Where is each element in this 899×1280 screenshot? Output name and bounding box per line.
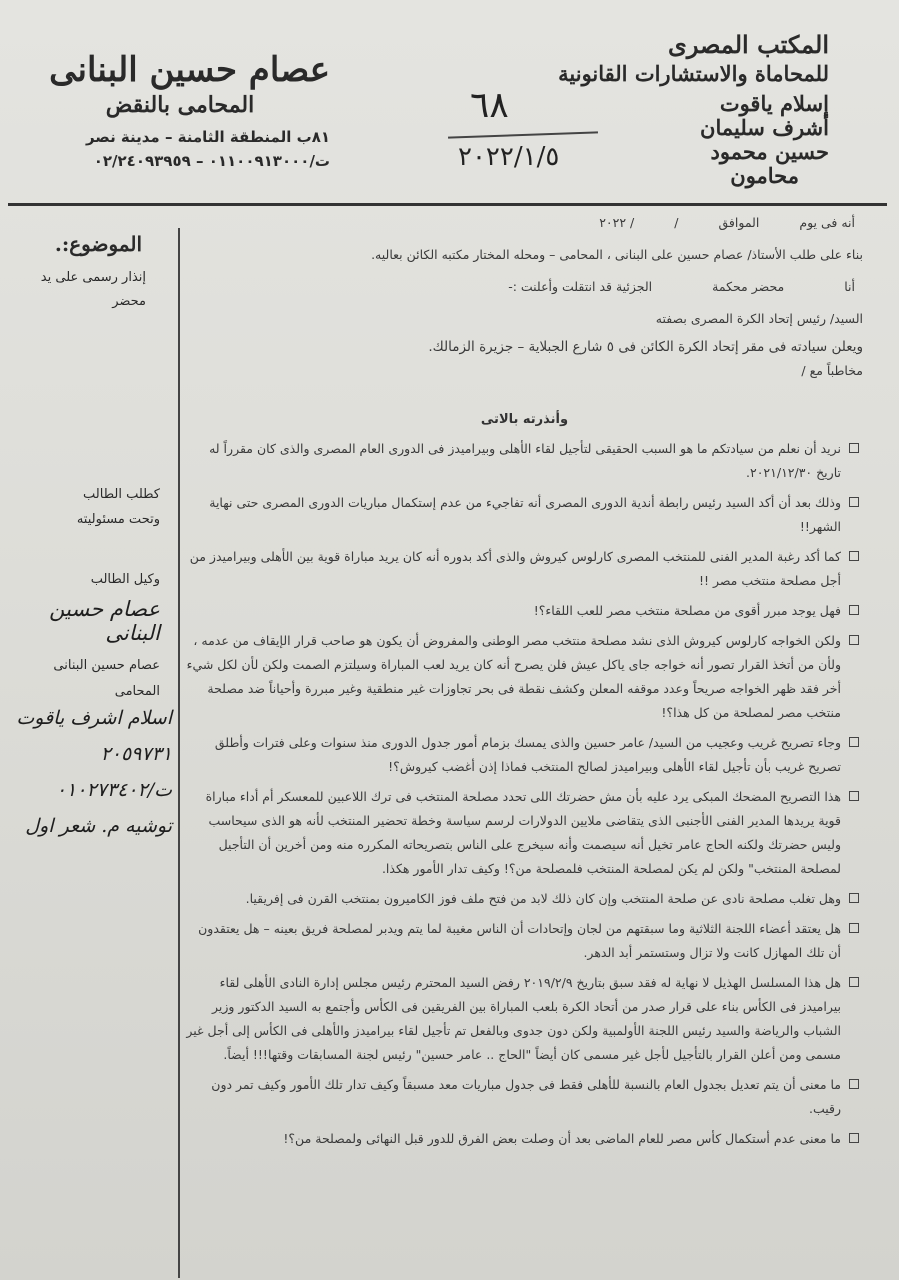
date-year: / ٢٠٢٢ [599,215,635,230]
recipient-address: ويعلن سيادته فى مقر إتحاد الكرة الكائن فى ٥ شارع الجبلاية – جزيرة الزمالك. [428,339,863,355]
paragraph-text: ما معنى أن يتم تعديل بجدول العام بالنسبة للأهلى فقط فى جدول مباريات معد مسبقاً وكيف تدار تلك الأمور وكيف تمر دون رقيب. [211,1077,841,1116]
bullet-box [849,923,859,933]
office-subtitle: للمحاماة والاستشارات القانونية [558,61,829,86]
notice-paragraph [186,599,863,623]
bullet-box [849,443,859,453]
addressed-to: مخاطباً مع / [801,363,863,378]
registration-date: ٢٠٢٢/١/٥ [458,142,560,172]
attorney-title: المحامى بالنقض [105,92,255,118]
applicant-note [20,482,160,532]
notice-paragraph [186,887,863,911]
handwritten-line: اسلام اشرف ياقوت [16,707,172,729]
subject-column [10,232,170,314]
paragraph-text: كما أكد رغبة المدير الفنى للمنتخب المصرى كارلوس كيروش والذى أكد بدوره أنه كان يريد مباراة قوية بين الأهلى وبيراميدز من أجل مصلحة منتخب مصر !! [189,549,841,588]
attorney-phones: ت/٠١١٠٠٩١٣٠٠٠ – ٠٢/٢٤٠٩٣٩٥٩ [93,152,330,170]
bullet-box [849,1079,859,1089]
paragraph-text: فهل يوجد مبرر أقوى من مصلحة منتخب مصر للعب اللقاء؟! [533,603,841,618]
notice-heading: وأنذرته بالاتى [480,412,569,427]
notice-paragraph [186,437,863,485]
date-sep: / [674,215,679,230]
agent-block [20,567,160,705]
attorney-name: عصام حسين البنانى [49,50,330,90]
paragraph-text: نريد أن نعلم من سيادتكم ما هو السبب الحقيقى لتأجيل لقاء الأهلى وبيراميدز فى الدورى العام المصرى والذى كان مقرراً له تاريخ ٢٠٢١/١٢/٣٠. [209,441,841,480]
agent-title: المحامى [114,684,160,699]
notice-paragraph [186,971,863,1067]
paragraph-text: ولكن الخواجه كارلوس كيروش الذى نشد مصلحة منتخب مصر الوطنى والمفروض أن يكون هو صاحب قرار الإيقاف من عدمه ، ولأن من أتخذ القرار تصور أنه خواجه جاى ياكل عيش فلن يصرح أنه كان يريد لعب المباراة وسيلتزم الصمت ولكن لأن لكل شيء أخر فقد ظهر الخواجه صريحاً وعدد موقفه المعلن وكشف نقطة فى بحر تجاوزات غير منطقية وغير مبررة وأحياناً ضد مصلحة منتخب مصر لمصلحة من كل هذا؟! [186,633,841,720]
paragraph-text: وذلك بعد أن أكد السيد رئيس رابطة أندية الدورى المصرى أنه تفاجيء من عدم إستكمال مباريات الدورى المصرى حتى نهاية الشهر!! [209,495,841,534]
bullet-box [849,977,859,987]
bailiff-moved: الجزئية قد انتقلت وأعلنت :- [508,279,653,294]
recipient: السيد/ رئيس إتحاد الكرة المصرى بصفته [655,311,863,326]
notice-paragraph [186,1073,863,1121]
notice-paragraph [186,491,863,539]
date-line [186,214,863,232]
applicant-line: كطلب الطالب [83,487,160,502]
lawyer-name: حسين محمود [710,139,829,164]
margin-divider [178,228,180,1278]
registration-number: ٦٨ [470,85,509,126]
agent-label: وكيل الطالب [90,572,160,587]
paragraph-text: هل يعتقد أعضاء اللجنة الثلاثية وما سبقتهم من لجان وإتحادات أن الناس مغيبة لما يتم ويدبر لمصلحة فريق بعينه – هل يعتقدون أن تلك المهازل كانت ولا تزال وستستمر أبد الدهر. [198,921,841,960]
handwritten-line: ٢٠٥٩٧٣١ [100,743,172,765]
notice-paragraph [186,545,863,593]
lawyers-label: محامون [730,163,799,188]
date-corresponding: الموافق [718,215,760,230]
request-line: بناء على طلب الأستاذ/ عصام حسين على البنانى ، المحامى – ومحله المختار مكتبه الكائن بعاليه. [371,247,863,262]
attorney-address: ٨١ب المنطقة الثامنة – مدينة نصر [85,128,330,146]
subject-label: الموضوع:. [54,232,142,256]
bullet-box [849,497,859,507]
office-title: المكتب المصرى [668,30,829,59]
paragraph-text: وهل تغلب مصلحة نادى عن صلحة المنتخب وإن كان ذلك لابد من فتح ملف فوز الكاميرون بمنتخب القرن فى إفريقيا. [245,891,841,906]
paragraph-text: وجاء تصريح غريب وعجيب من السيد/ عامر حسين والذى يمسك بزمام أمور جدول الدورى منذ سنوات وعلى فترات وأطلق تصريح غريب بأن تأجيل لقاء الأهلى وبيراميدز لصالح المنتخب فماذا إذن أغضب كيروش؟! [214,735,841,774]
bullet-box [849,893,859,903]
bailiff-i: أنا [844,279,855,294]
notice-paragraph [186,1127,863,1151]
notice-paragraph [186,917,863,965]
applicant-line: وتحت مسئوليته [76,512,160,527]
lawyer-name: أشرف سليمان [700,115,829,140]
notice-paragraph [186,629,863,725]
bullet-box [849,791,859,801]
handwritten-line: توشيه م. شعر اول [25,815,172,837]
bullet-box [849,551,859,561]
lawyer-name: إسلام ياقوت [719,91,829,116]
subject-text [10,266,170,314]
agent-name: عصام حسين البنانى [53,658,160,673]
bullet-box [849,605,859,615]
notice-body [186,205,863,1157]
bullet-box [849,737,859,747]
paragraph-text: هل هذا المسلسل الهذيل لا نهاية له فقد سبق بتاريخ ٢٠١٩/٢/٩ رفض السيد المحترم رئيس مجلس إدارة النادى الأهلى لقاء بيراميدز فى الكأس بناء على قرار صدر من أتحاد الكرة بلعب المباراة بين الفريقين فى الكأس وأجتمع به السيد الدكتور وزير الشباب والرياضة والسيد رئيس اللجنة الأولمبية ولكن دون جدوى وبالفعل تم تأجيل لقاء بيراميدز والأهلى فى الكأس إلى أجل غير مسمى ومن أعلن القرار بالتأجيل لأجل غير مسمى كان أيضاً "الحاج .. عامر حسين" رئيس لجنة المسابقات وقتها!!! أيضاً. [186,975,841,1062]
agent-signature: عصام حسين البنانى [49,597,160,645]
notice-paragraph [186,785,863,881]
bullet-box [849,635,859,645]
date-prefix: أنه فى يوم [799,215,855,230]
handwritten-notes [12,700,172,844]
subject-line: محضر [112,294,146,309]
bailiff-court: محضر محكمة [712,279,785,294]
office-letterhead [549,30,829,188]
paragraph-text: ما معنى عدم أستكمال كأس مصر للعام الماضى بعد أن وصلت بعض الفرق للدور قبل النهائى ولمصلحة من؟! [283,1131,841,1146]
bullet-box [849,1133,859,1143]
handwritten-line: ت/٠١٠٢٧٣٤٠٢ [55,779,172,801]
attorney-letterhead [40,50,330,170]
paragraph-text: هذا التصريح المضحك المبكى يرد عليه بأن مش حضرتك اللى تحدد مصلحة المنتخب فى ترك اللاعبين للمعسكر أم أداء مباراة قوية يريدها المدير الفنى الأجنبى الذى يتقاضى ملايين الدولارات لرسم سياسة وخطة تحضير المنتخب لأنه هو الذى سيحاسب وليس حضرتك ولكنه الحاج عامر تخيل أنه سيصمت وأنه سيخرج على الناس بتصريحاته المكرره منه ومن أخرين أن التأجيل لمصلحة المنتخب" ولكن لم يكن لمصلحة المنتخب فلمصلحة من؟! وكيف تدار الأمور هكذا. [205,789,841,876]
notice-paragraph [186,731,863,779]
bailiff-line [186,278,863,296]
subject-line: إنذار رسمى على يد [40,270,146,285]
